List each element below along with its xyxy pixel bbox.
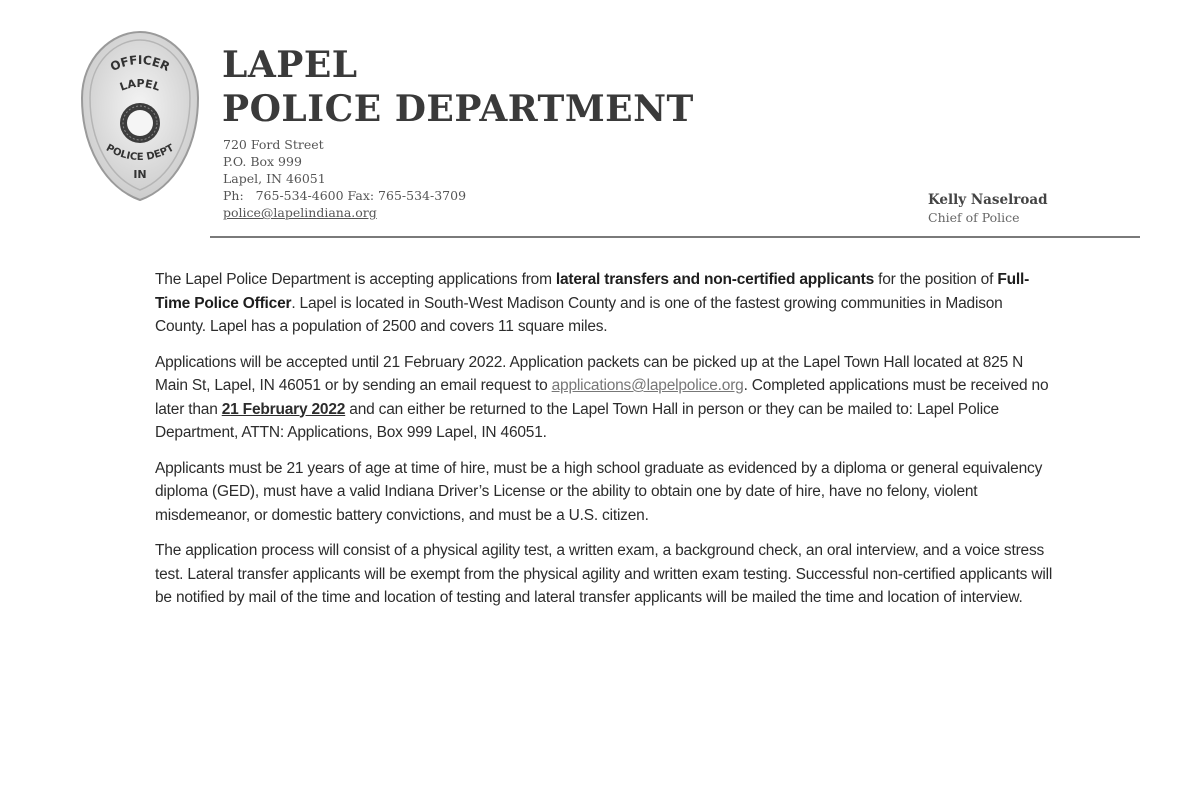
deadline-date: 21 February 2022 [221, 400, 346, 418]
paragraph-process: The application process will consist of a physical agility test, a written exam, a background check, an oral interview, and a voice stress test. Lateral transfer applicants will be exempt from the physical agility and written exam testing. Successful non-certified applicants will be notified by mail of the time and location of testing and lateral transfer applicants will be mailed the time and location of interview. [155, 542, 1053, 606]
address-phone-fax: Ph: 765-534-4600 Fax: 765-534-3709 [223, 188, 467, 203]
badge-bottom-text: POLICE DEPT [104, 142, 176, 164]
department-email-link[interactable]: police@lapelindiana.org [223, 205, 377, 220]
p1-bold-applicant-types: lateral transfers and non-certified applicants [555, 271, 874, 288]
police-badge-icon [78, 28, 202, 204]
chief-name: Kelly Naselroad [928, 192, 1048, 208]
p1-text-c: for the position of [874, 271, 998, 288]
badge-middle-text: LAPEL [118, 76, 162, 94]
p1-text-a: The Lapel Police Department is accepting applications from [155, 271, 556, 288]
department-title-line1: LAPEL [222, 44, 358, 86]
chief-signature-block [928, 192, 1048, 225]
p2-text-c: and can either be returned to the Lapel Town Hall in person or they can be mailed to: Lapel Police Department, ATTN: Applications, Box 999 Lapel, IN 46051. [155, 400, 999, 441]
badge-top-text: OFFICER [108, 52, 173, 75]
letter-body [155, 268, 1055, 622]
address-po-box: P.O. Box 999 [223, 154, 302, 169]
department-title-line2: POLICE DEPARTMENT [222, 88, 694, 130]
paragraph-application-deadline [155, 351, 1055, 445]
p2-text-a: Applications will be accepted until 21 February 2022. Application packets can be picked up at the Lapel Town Hall located at 825 N Main St, Lapel, IN 46051 or by sending an email request to [155, 353, 1024, 394]
paragraph-requirements: Applicants must be 21 years of age at time of hire, must be a high school graduate as evidenced by a diploma or general equivalency diploma (GED), must have a valid Indiana Driver’s License or the ability to obtain one by date of hire, have no felony, violent misdemeanor, or domestic battery convictions, and must be a U.S. citizen. [155, 459, 1043, 524]
p1-text-e: . Lapel is located in South-West Madison County and is one of the fastest growing communities in Madison County. Lapel has a population of 2500 and covers 11 square miles. [155, 294, 1003, 335]
applications-email-link[interactable]: applications@lapelpolice.org [551, 377, 744, 394]
badge-state-text: IN [133, 168, 147, 181]
paragraph-intro [155, 268, 1055, 339]
address-street: 720 Ford Street [223, 137, 324, 152]
letterhead-divider [210, 236, 1140, 238]
p2-text-b: . Completed applications must be received no later than [155, 377, 1049, 418]
department-address [223, 136, 466, 221]
address-city: Lapel, IN 46051 [223, 171, 326, 186]
p1-bold-position: Full-Time Police Officer [155, 271, 1030, 312]
chief-title: Chief of Police [928, 210, 1020, 225]
